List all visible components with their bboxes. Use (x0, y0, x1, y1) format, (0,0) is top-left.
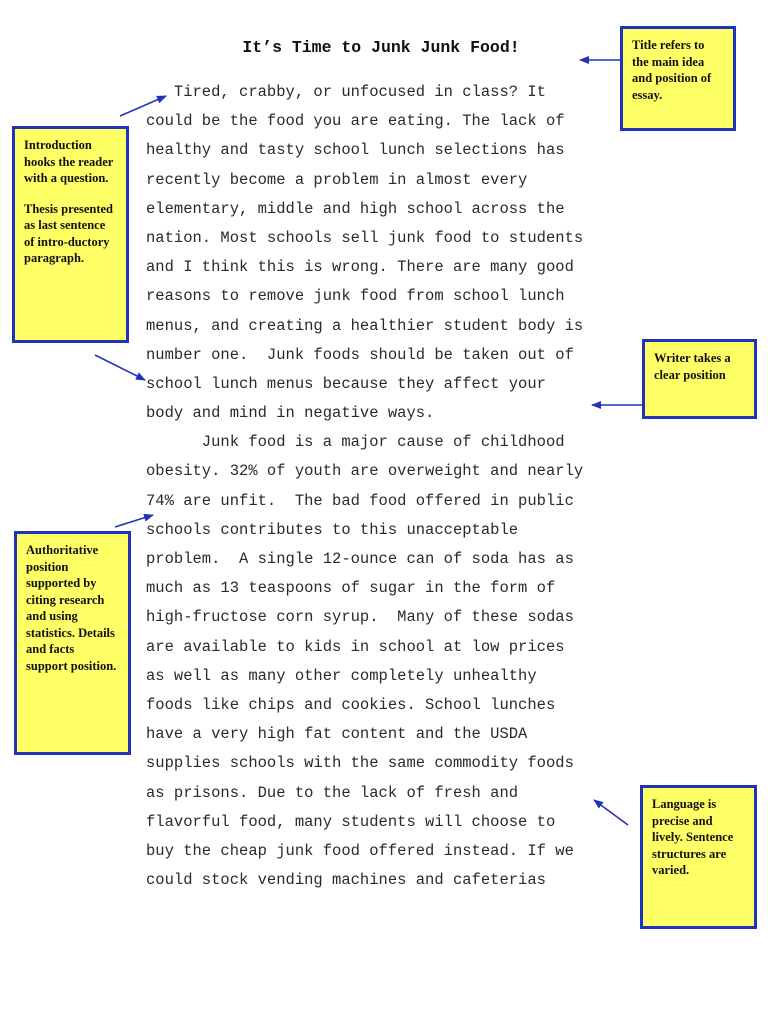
essay-line: Tired, crabby, or unfocused in class? It (146, 83, 546, 101)
essay-line: problem. A single 12-ounce can of soda has as (146, 550, 574, 568)
essay-line: supplies schools with the same commodity foods (146, 754, 574, 773)
essay-line: much as 13 teaspoons of sugar in the form of (146, 579, 556, 598)
essay-line: high-fructose corn syrup. Many of these sodas (146, 608, 574, 627)
arrow-to-intro-hook (120, 96, 166, 116)
essay-line: 74% are unfit. The bad food offered in public (146, 491, 574, 510)
essay-line: nation. Most schools sell junk food to students (146, 228, 584, 247)
annotation-position-text: Writer takes a clear position (654, 351, 731, 382)
essay-line: foods like chips and cookies. School lunches (146, 695, 556, 714)
essay-line: buy the cheap junk food offered instead. If we (146, 841, 574, 860)
annotation-title-text: Title refers to the main idea and position of essay. (632, 38, 712, 102)
essay-line: Junk food is a major cause of childhood (146, 433, 565, 452)
essay-line: as prisons. Due to the lack of fresh and (146, 783, 519, 802)
essay-line: and I think this is wrong. There are many good (146, 258, 574, 277)
essay-line: flavorful food, many students will choose to (146, 812, 556, 831)
essay-line: number one. Junk foods should be taken out of (146, 345, 574, 364)
essay-line: obesity. 32% of youth are overweight and nearly (146, 462, 584, 481)
essay-line: could stock vending machines and cafeterias (146, 871, 546, 890)
arrow-to-language (594, 800, 628, 825)
essay-line: reasons to remove junk food from school lunch (146, 287, 565, 306)
annotation-language-text: Language is precise and lively. Sentence structures are varied. (652, 797, 734, 877)
essay-line: recently become a problem in almost every (146, 170, 528, 189)
essay-line: healthy and tasty school lunch selections has (146, 141, 565, 160)
essay-line: body and mind in negative ways. (146, 404, 435, 423)
arrow-to-thesis (95, 355, 145, 380)
essay-line: could be the food you are eating. The lack of (146, 112, 565, 131)
annotation-intro-thesis: Thesis presented as last sentence of intro-ductory paragraph. (24, 201, 114, 265)
essay-line: are available to kids in school at low prices (146, 637, 565, 656)
essay-title: It’s Time to Junk Junk Food! (242, 38, 520, 57)
essay-line: as well as many other completely unhealthy (146, 666, 537, 685)
essay-line: elementary, middle and high school across the (146, 199, 565, 218)
annotation-authoritative-text: Authoritative position supported by citing research and using statistics. Details and facts support position. (26, 543, 117, 673)
arrow-to-statistics (115, 515, 153, 527)
essay-line: have a very high fat content and the USDA (146, 725, 528, 744)
essay-line: school lunch menus because they affect your (146, 374, 546, 393)
essay-line: menus, and creating a healthier student body is (146, 316, 584, 335)
essay-line: schools contributes to this unacceptable (146, 520, 519, 539)
annotation-intro-hook: Introduction hooks the reader with a question. (24, 138, 114, 185)
